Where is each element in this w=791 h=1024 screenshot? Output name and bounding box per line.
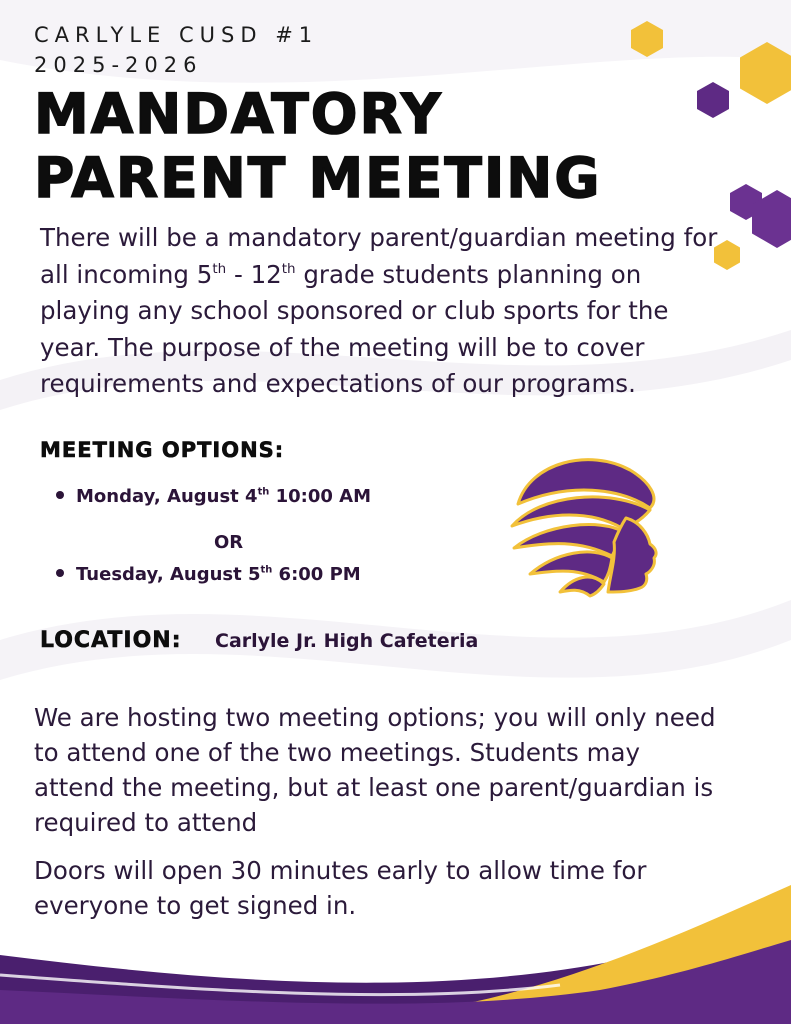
meeting-option-1: [56, 486, 371, 507]
option1-sup: th: [257, 486, 270, 498]
indian-head-mascot-logo-icon: [500, 448, 670, 600]
meeting-options-heading: MEETING OPTIONS:: [40, 438, 285, 462]
option2-sup: th: [260, 564, 273, 576]
info-paragraph-2: Doors will open 30 minutes early to allow time for everyone to get signed in.: [34, 856, 647, 920]
hexagon-purple-small-icon: [697, 82, 729, 118]
info-paragraph-1: We are hosting two meeting options; you will only need to attend one of the two meetings. Students may attend the meeting, but at least one parent/guardian is required to attend: [34, 703, 716, 837]
intro-text-2: - 12: [226, 259, 282, 289]
intro-text-1: There will be a mandatory parent/guardian meeting for all incoming 5: [40, 223, 718, 289]
district-header: [34, 20, 318, 80]
intro-sup-1: th: [212, 260, 227, 277]
title-line-1: MANDATORY: [34, 82, 443, 146]
option1-date: Monday, August 4: [76, 486, 258, 507]
bullet-icon: [56, 491, 64, 499]
intro-text-3: grade students planning on playing any school sponsored or club sports for the year. The purpose of the meeting will be to cover requirements and expectations of our programs.: [40, 259, 669, 398]
option2-date: Tuesday, August 5: [76, 564, 261, 585]
meeting-option-2: [56, 564, 361, 585]
meeting-separator: OR: [214, 532, 244, 553]
school-year: 2025-2026: [34, 53, 203, 77]
hexagon-gold-small-icon: [631, 21, 663, 57]
intro-paragraph: [40, 220, 730, 403]
location-label: LOCATION:: [40, 628, 182, 653]
bullet-icon: [56, 569, 64, 577]
option1-time: 10:00 AM: [269, 486, 372, 507]
title-line-2: PARENT MEETING: [34, 146, 602, 210]
district-name: CARLYLE CUSD #1: [34, 23, 319, 47]
page-title: [34, 82, 601, 210]
location-value: Carlyle Jr. High Cafeteria: [215, 630, 479, 652]
intro-sup-2: th: [281, 260, 296, 277]
hexagon-gold-large-icon: [740, 42, 791, 104]
hexagon-purple-large-icon: [752, 190, 791, 248]
option2-time: 6:00 PM: [272, 564, 361, 585]
